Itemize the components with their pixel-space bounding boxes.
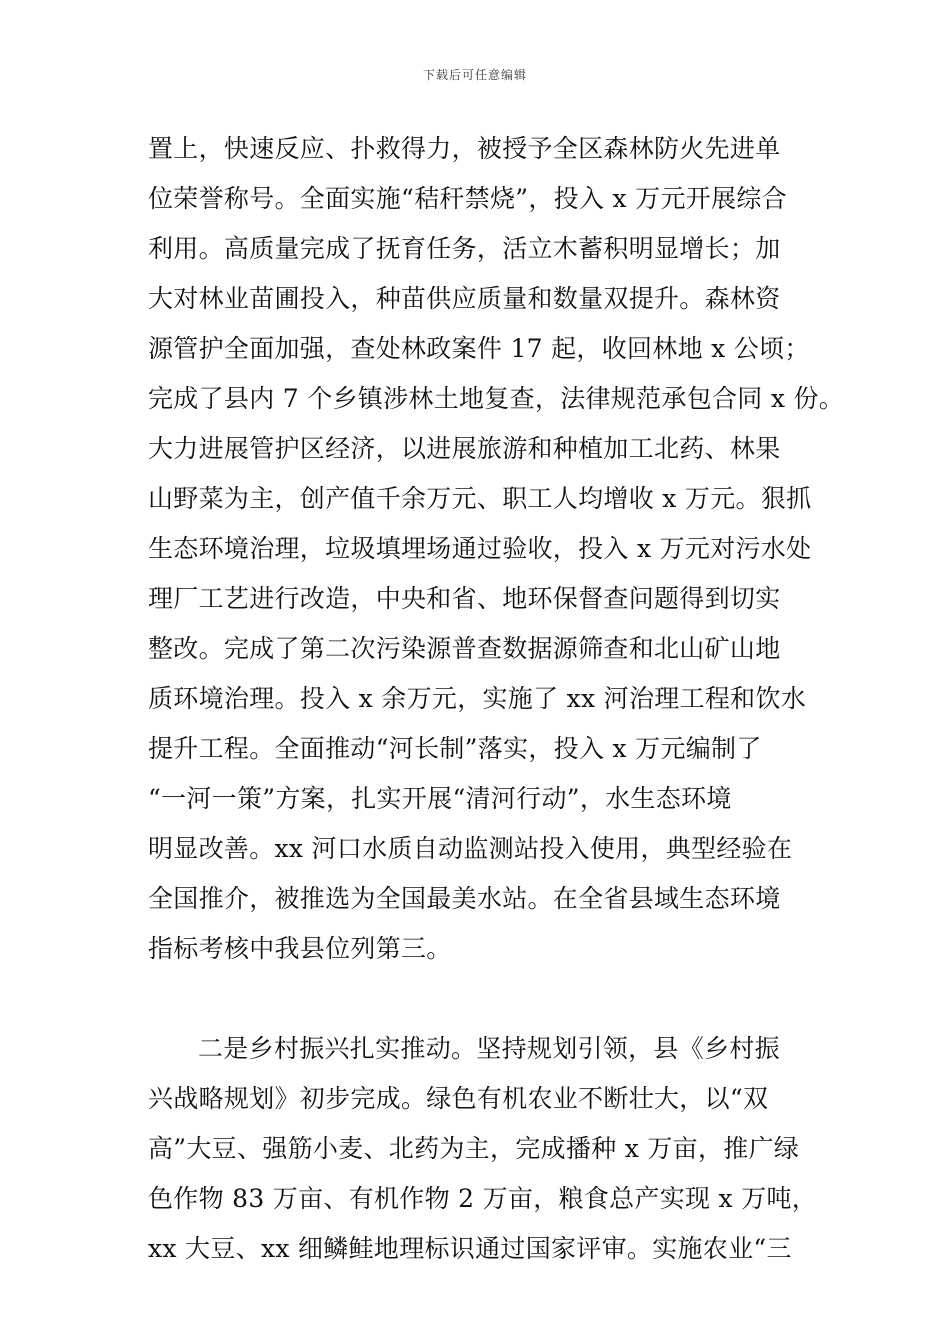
document-body: [148, 124, 845, 1274]
text-line: 完成了县内 7 个乡镇涉林土地复查，法律规范承包合同 x 份。: [148, 384, 845, 413]
text-line: 置上，快速反应、扑救得力，被授予全区森林防火先进单: [148, 134, 781, 163]
paragraph-rural-revitalization: [148, 1024, 818, 1274]
text-line: 整改。完成了第二次污染源普查数据源筛查和北山矿山地: [148, 634, 781, 663]
text-line: 全国推介，被推选为全国最美水站。在全省县域生态环境: [148, 884, 781, 913]
text-line: 质环境治理。投入 x 余万元，实施了 xx 河治理工程和饮水: [148, 684, 807, 713]
text-line: 理厂工艺进行改造，中央和省、地环保督查问题得到切实: [148, 584, 781, 613]
text-line: 大力进展管护区经济，以进展旅游和种植加工北药、林果: [148, 434, 781, 463]
text-line: 利用。高质量完成了抚育任务，活立木蓄积明显增长；加: [148, 234, 781, 263]
text-line: 提升工程。全面推动“河长制”落实，投入 x 万元编制了: [148, 734, 762, 763]
text-line: 色作物 83 万亩、有机作物 2 万亩，粮食总产实现 x 万吨，: [148, 1184, 818, 1213]
text-line: 兴战略规划》初步完成。绿色有机农业不断壮大，以“双: [148, 1084, 769, 1113]
paragraph-spacer: [148, 974, 808, 1024]
text-line: 明显改善。xx 河口水质自动监测站投入使用，典型经验在: [148, 834, 793, 863]
text-line: 大对林业苗圃投入，种苗供应质量和数量双提升。森林资: [148, 284, 781, 313]
paragraph-forestry-ecology: [148, 124, 845, 974]
text-line: 山野菜为主，创产值千余万元、职工人均增收 x 万元。狠抓: [148, 484, 812, 513]
text-line: 位荣誉称号。全面实施“秸秆禁烧”，投入 x 万元开展综合: [148, 184, 787, 213]
text-line: 生态环境治理，垃圾填埋场通过验收，投入 x 万元对污水处: [148, 534, 812, 563]
text-line: “一河一策”方案，扎实开展“清河行动”，水生态环境: [148, 784, 732, 813]
text-line: xx 大豆、xx 细鳞鲑地理标识通过国家评审。实施农业“三: [148, 1234, 792, 1263]
text-line: 高”大豆、强筋小麦、北药为主，完成播种 x 万亩，推广绿: [148, 1134, 800, 1163]
text-line: 二是乡村振兴扎实推动。坚持规划引领，县《乡村振: [198, 1034, 780, 1063]
page-header: 下载后可任意编辑: [422, 68, 527, 82]
text-line: 指标考核中我县位列第三。: [148, 934, 452, 963]
text-line: 源管护全面加强，查处林政案件 17 起，收回林地 x 公顷；: [148, 334, 810, 363]
